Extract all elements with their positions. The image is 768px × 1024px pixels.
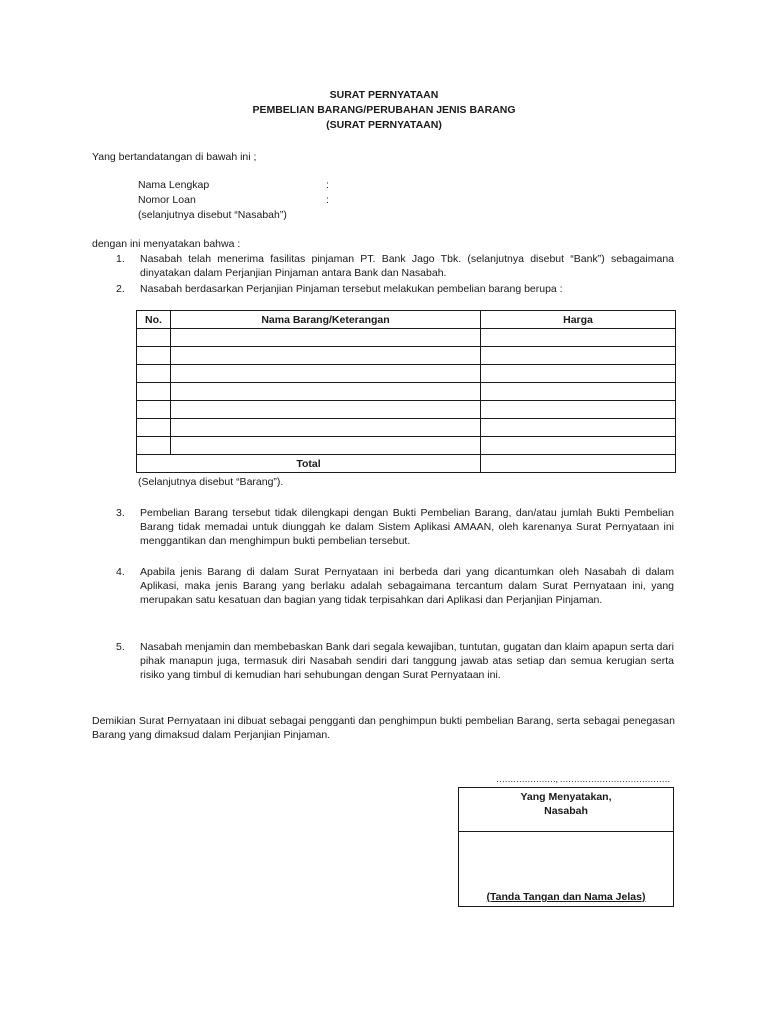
doc-subtitle-paren: (SURAT PERNYATAAN) [326,119,442,131]
table-total-row [137,455,676,473]
doc-subtitle: PEMBELIAN BARANG/PERUBAHAN JENIS BARANG [252,104,516,116]
point-number: 4. [116,566,125,578]
place-date-line[interactable]: …………………, ………………………………… [496,774,671,784]
declaration-intro: dengan ini menyatakan bahwa : [92,238,241,250]
point-number: 2. [116,283,125,295]
total-value-cell[interactable] [481,455,676,473]
table-row [137,329,676,347]
cell-no[interactable] [137,419,171,437]
cell-no[interactable] [137,383,171,401]
signature-caption [459,890,673,904]
cell-no[interactable] [137,365,171,383]
nasabah-note: (selanjutnya disebut “Nasabah”) [138,209,287,221]
cell-name[interactable] [171,383,481,401]
cell-no[interactable] [137,437,171,455]
cell-price[interactable] [481,329,676,347]
cell-name[interactable] [171,401,481,419]
cell-price[interactable] [481,365,676,383]
point-text: Apabila jenis Barang di dalam Surat Pernyataan ini berbeda dari yang dicantumkan oleh Nasabah di dalam Aplikasi, maka jenis Barang yang berlaku adalah sebagaimana tercantum dalam Surat Pernyataan ini, yang merupakan satu kesatuan dan bagian yang tidak terpisahkan dari Aplikasi dan Perjanjian Pinjaman. [140,566,674,606]
cell-name[interactable] [171,437,481,455]
signature-role: Nasabah [544,805,588,817]
doc-title: SURAT PERNYATAAN [329,89,439,101]
point-text: Pembelian Barang tersebut tidak dilengkapi dengan Bukti Pembelian Barang, dan/atau jumlah Bukti Pembelian Barang tidak memadai untuk diunggah ke dalam Sistem Aplikasi AMAAN, oleh karenanya Surat Pernyataan ini menggantikan dan menghimpun bukti pembelian tersebut. [140,507,674,547]
cell-price[interactable] [481,401,676,419]
cell-name[interactable] [171,347,481,365]
signature-title: Yang Menyatakan, [520,791,612,803]
point-number: 1. [116,253,125,265]
loan-label: Nomor Loan [138,194,196,206]
cell-price[interactable] [481,419,676,437]
cell-price[interactable] [481,383,676,401]
cell-name[interactable] [171,329,481,347]
point-number: 3. [116,507,125,519]
table-row [137,347,676,365]
cell-price[interactable] [481,347,676,365]
table-header-row [137,311,676,329]
cell-name[interactable] [171,419,481,437]
loan-colon: : [326,194,329,206]
table-row [137,437,676,455]
table-row [137,419,676,437]
cell-name[interactable] [171,365,481,383]
cell-no[interactable] [137,347,171,365]
intro-text: Yang bertandatangan di bawah ini ; [92,151,257,163]
table-row [137,365,676,383]
closing-text: Demikian Surat Pernyataan ini dibuat sebagai pengganti dan penghimpun bukti pembelian Barang, serta sebagai penegasan Barang yang dimaksud dalam Perjanjian Pinjaman. [92,715,675,741]
col-header-name: Nama Barang/Keterangan [171,311,481,329]
signature-box [458,787,674,907]
table-row [137,383,676,401]
point-text: Nasabah telah menerima fasilitas pinjaman PT. Bank Jago Tbk. (selanjutnya disebut “Bank”) sebagaimana dinyatakan dalam Perjanjian Pinjaman antara Bank dan Nasabah. [140,253,674,279]
cell-price[interactable] [481,437,676,455]
col-header-no: No. [137,311,171,329]
table-note: (Selanjutnya disebut “Barang”). [138,476,284,488]
table-row [137,401,676,419]
signature-caption-text: (Tanda Tangan dan Nama Jelas) [486,891,646,903]
point-text: Nasabah menjamin dan membebaskan Bank dari segala kewajiban, tuntutan, gugatan dan klaim apapun serta dari pihak manapun juga, termasuk diri Nasabah sendiri dari tanggung jawab atas setiap dan semua kerugian serta risiko yang timbul di kemudian hari sehubungan dengan Surat Pernyataan ini. [140,641,674,681]
total-label: Total [137,455,481,473]
signature-header [459,788,673,832]
cell-no[interactable] [137,401,171,419]
col-header-price: Harga [481,311,676,329]
cell-no[interactable] [137,329,171,347]
point-text: Nasabah berdasarkan Perjanjian Pinjaman tersebut melakukan pembelian barang berupa : [140,283,563,295]
name-colon: : [326,179,329,191]
point-number: 5. [116,641,125,653]
name-label: Nama Lengkap [138,179,210,191]
items-table [136,310,676,473]
